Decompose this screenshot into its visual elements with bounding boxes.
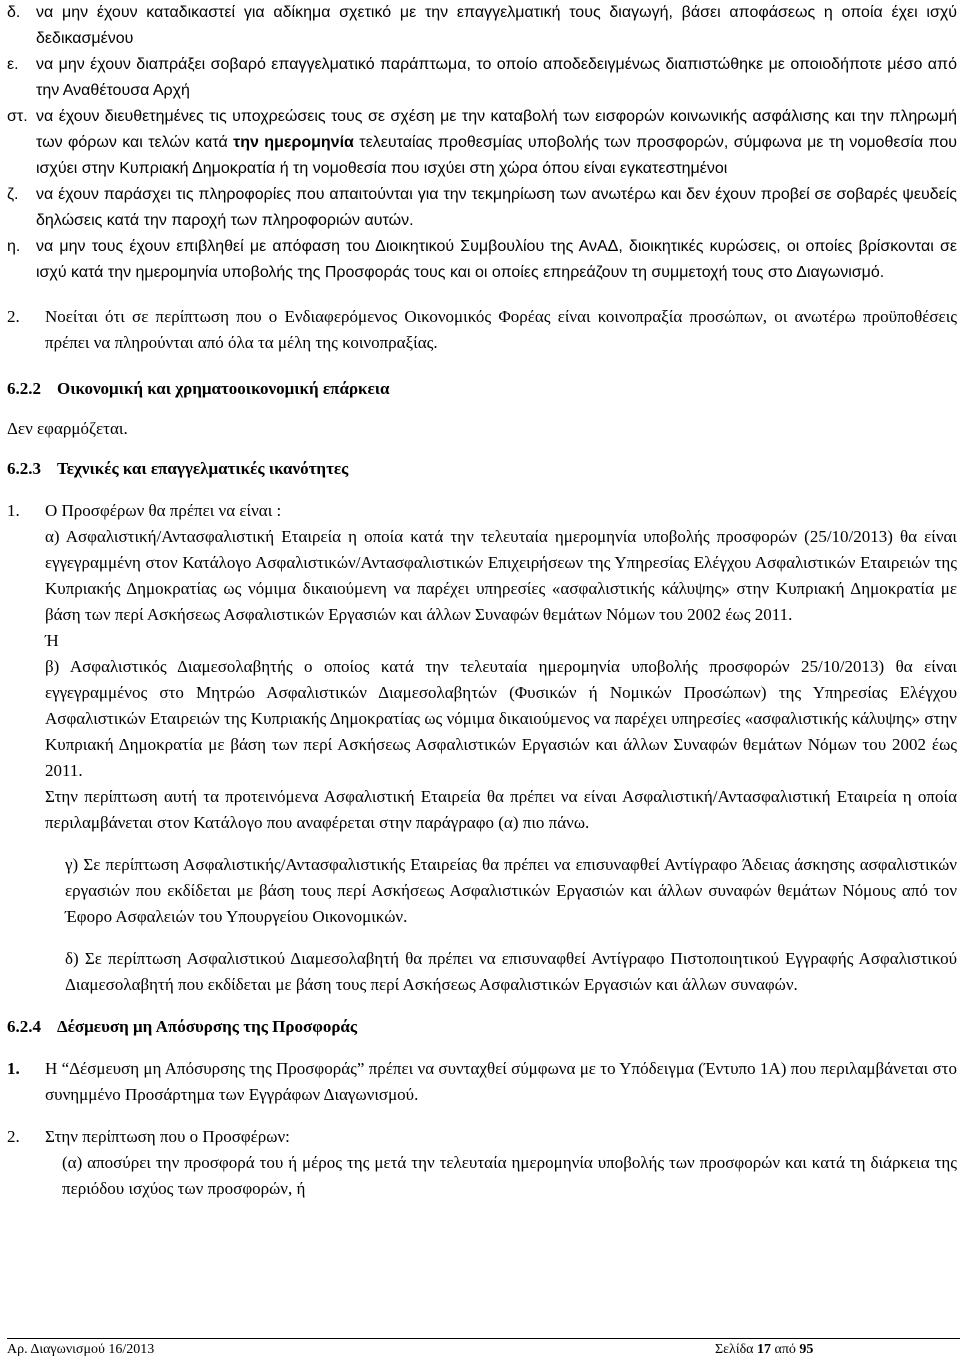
list-item-eta [7, 234, 957, 286]
list-marker: δ. [7, 4, 21, 21]
page-total: 95 [799, 1342, 814, 1357]
point-marker: 1. [7, 1059, 20, 1078]
section-heading-622 [7, 376, 957, 402]
section-title: Δέσμευση μη Απόσυρσης της Προσφοράς [57, 1017, 358, 1036]
item-text: Η “Δέσμευση μη Απόσυρσης της Προσφοράς” πρέπει να συνταχθεί σύμφωνα με το Υπόδειγμα (Έντυπο 1Α) που περιλαμβάνεται στο συνημμένο Προσάρτημα των Εγγράφων Διαγωνισμού. [45, 1059, 957, 1104]
section-624-item-1 [7, 1056, 957, 1108]
list-item-epsilon [7, 52, 957, 104]
section-number: 6.2.3 [7, 459, 41, 478]
list-item-text: να έχουν διευθετημένες τις υποχρεώσεις τους σε σχέση με την καταβολή των εισφορών κοινωνικής ασφάλισης και την πληρωμή των φόρων και τελών κατά [36, 108, 957, 151]
list-item-text: να μην τους έχουν επιβληθεί με απόφαση του Διοικητικού Συμβουλίου της ΑνΑΔ, διοικητικές κυρώσεις, οι οποίες βρίσκονται σε ισχύ κατά την ημερομηνία υποβολής της Προσφοράς τους και οι οποίες επηρεάζουν τη συμμετοχή τους στο Διαγωνισμό. [36, 238, 957, 281]
list-item-bold-text: την ημερομηνία [233, 134, 354, 151]
section-heading-623 [7, 456, 957, 482]
section-number: 6.2.2 [7, 379, 41, 398]
page-footer [7, 1338, 960, 1361]
section-number: 6.2.4 [7, 1017, 41, 1036]
section-624-item-2 [7, 1124, 957, 1202]
list-item-zeta [7, 182, 957, 234]
option-b: β) Ασφαλιστικός Διαμεσολαβητής ο οποίος κατά την τελευταία ημερομηνία υποβολής προσφορών 25/10/2013) θα είναι εγγεγραμμένος στο Μητρώο Ασφαλιστικών Διαμεσολαβητών (Φυσικών ή Νομικών Προσώπων) της Υπηρεσίας Ελέγχου Ασφαλιστικών Εταιρειών της Κυπριακής Δημοκρατίας ως νόμιμα δικαιούμενος να παρέχει υπηρεσίες «ασφαλιστικής κάλυψης» στην Κυπριακή Δημοκρατία με βάση των περί Ασκήσεως Ασφαλιστικών Εργασιών και άλλων Συναφών θεμάτων Νόμων του 2002 έως 2011. [45, 657, 957, 780]
list-item-delta [7, 0, 957, 52]
page-number: 17 [757, 1342, 772, 1357]
item-intro: Στην περίπτωση που ο Προσφέρων: [45, 1127, 290, 1146]
point-2 [7, 304, 957, 356]
tender-number: Αρ. Διαγωνισμού 16/2013 [7, 1342, 155, 1357]
list-marker: στ. [7, 108, 28, 125]
list-item-text: να έχουν παράσχει τις πληροφορίες που απαιτούνται για την τεκμηρίωση των ανωτέρω και δεν έχουν προβεί σε σοβαρές ψευδείς δηλώσεις κατά την παροχή των πληροφοριών αυτών. [36, 186, 957, 229]
point-marker: 2. [7, 1127, 20, 1146]
option-c: γ) Σε περίπτωση Ασφαλιστικής/Αντασφαλιστικής Εταιρείας θα πρέπει να επισυναφθεί Αντίγραφο Άδειας άσκησης ασφαλιστικών εργασιών που εκδίδεται με βάση τους περί Ασκήσεως Ασφαλιστικών Εργασιών και άλλων συναφών θεμάτων Νόμους από τον Έφορο Ασφαλειών του Υπουργείου Οικονομικών. [65, 855, 957, 926]
section-622-body: Δεν εφαρμόζεται. [7, 419, 128, 438]
item-option-a: (α) αποσύρει την προσφορά του ή μέρος της μετά την τελευταία ημερομηνία υποβολής των προσφορών και κατά τη διάρκεια της περιόδου ισχύος των προσφορών, ή [62, 1153, 957, 1198]
option-a: α) Ασφαλιστική/Αντασφαλιστική Εταιρεία η οποία κατά την τελευταία ημερομηνία υποβολής προσφορών (25/10/2013) θα είναι εγγεγραμμένη στον Κατάλογο Ασφαλιστικών/Αντασφαλιστικών Επιχειρήσεων της Υπηρεσίας Ελέγχου Ασφαλιστικών Εταιρειών της Κυπριακής Δημοκρατίας ως νόμιμα δικαιούμενη να παρέχει υπηρεσίες «ασφαλιστικής κάλυψης» στην Κυπριακή Δημοκρατία με βάση των περί Ασκήσεως Ασφαλιστικών Εργασιών και άλλων Συναφών θεμάτων Νόμων του 2002 έως 2011. [45, 527, 957, 624]
list-marker: η. [7, 238, 21, 255]
point-text: Νοείται ότι σε περίπτωση που ο Ενδιαφερόμενος Οικονομικός Φορέας είναι κοινοπραξία προσώπων, οι ανωτέρω προϋποθέσεις πρέπει να πληρούνται από όλα τα μέλη της κοινοπραξίας. [45, 307, 957, 352]
section-title: Οικονομική και χρηματοοικονομική επάρκεια [57, 379, 390, 398]
section-title: Τεχνικές και επαγγελματικές ικανότητες [57, 459, 349, 478]
list-item-stigma [7, 104, 957, 182]
or-separator: Ή [45, 631, 59, 650]
item-intro: Ο Προσφέρων θα πρέπει να είναι : [45, 501, 282, 520]
point-marker: 1. [7, 501, 20, 520]
list-item-text: να μην έχουν διαπράξει σοβαρό επαγγελματικό παράπτωμα, το οποίο αποδεδειγμένως διαπιστώθηκε με οποιοδήποτε μέσο από την Αναθέτουσα Αρχή [36, 56, 957, 99]
sub-items-list [7, 0, 957, 286]
option-b-note: Στην περίπτωση αυτή τα προτεινόμενα Ασφαλιστική Εταιρεία θα πρέπει να είναι Ασφαλιστική/Αντασφαλιστική Εταιρεία η οποία περιλαμβάνεται στον Κατάλογο που αναφέρεται στην παράγραφο (α) πιο πάνω. [45, 787, 957, 832]
section-623-item-1 [7, 498, 957, 998]
point-marker: 2. [7, 307, 20, 326]
section-heading-624 [7, 1014, 957, 1040]
page-label: Σελίδα [715, 1342, 754, 1357]
list-item-text: να μην έχουν καταδικαστεί για αδίκημα σχετικό με την επαγγελματική τους διαγωγή, βάσει αποφάσεως η οποία έχει ισχύ δεδικασμένου [36, 4, 957, 47]
document-page [7, 0, 957, 1202]
list-item-text: τελευταίας προθεσμίας υποβολής των προσφορών, σύμφωνα με τη νομοθεσία που ισχύει στην Κυπριακή Δημοκρατία ή τη νομοθεσία που ισχύει στη χώρα όπου είναι εγκατεστημένοι [36, 134, 958, 177]
list-marker: ε. [7, 56, 19, 73]
list-marker: ζ. [7, 186, 19, 203]
of-label: από [774, 1342, 796, 1357]
page-indicator [715, 1339, 813, 1361]
option-d: δ) Σε περίπτωση Ασφαλιστικού Διαμεσολαβητή θα πρέπει να επισυναφθεί Αντίγραφο Πιστοποιητικού Εγγραφής Ασφαλιστικού Διαμεσολαβητή που εκδίδεται με βάση τους περί Ασκήσεως Ασφαλιστικών Εργασιών και άλλων συναφών. [65, 949, 957, 994]
